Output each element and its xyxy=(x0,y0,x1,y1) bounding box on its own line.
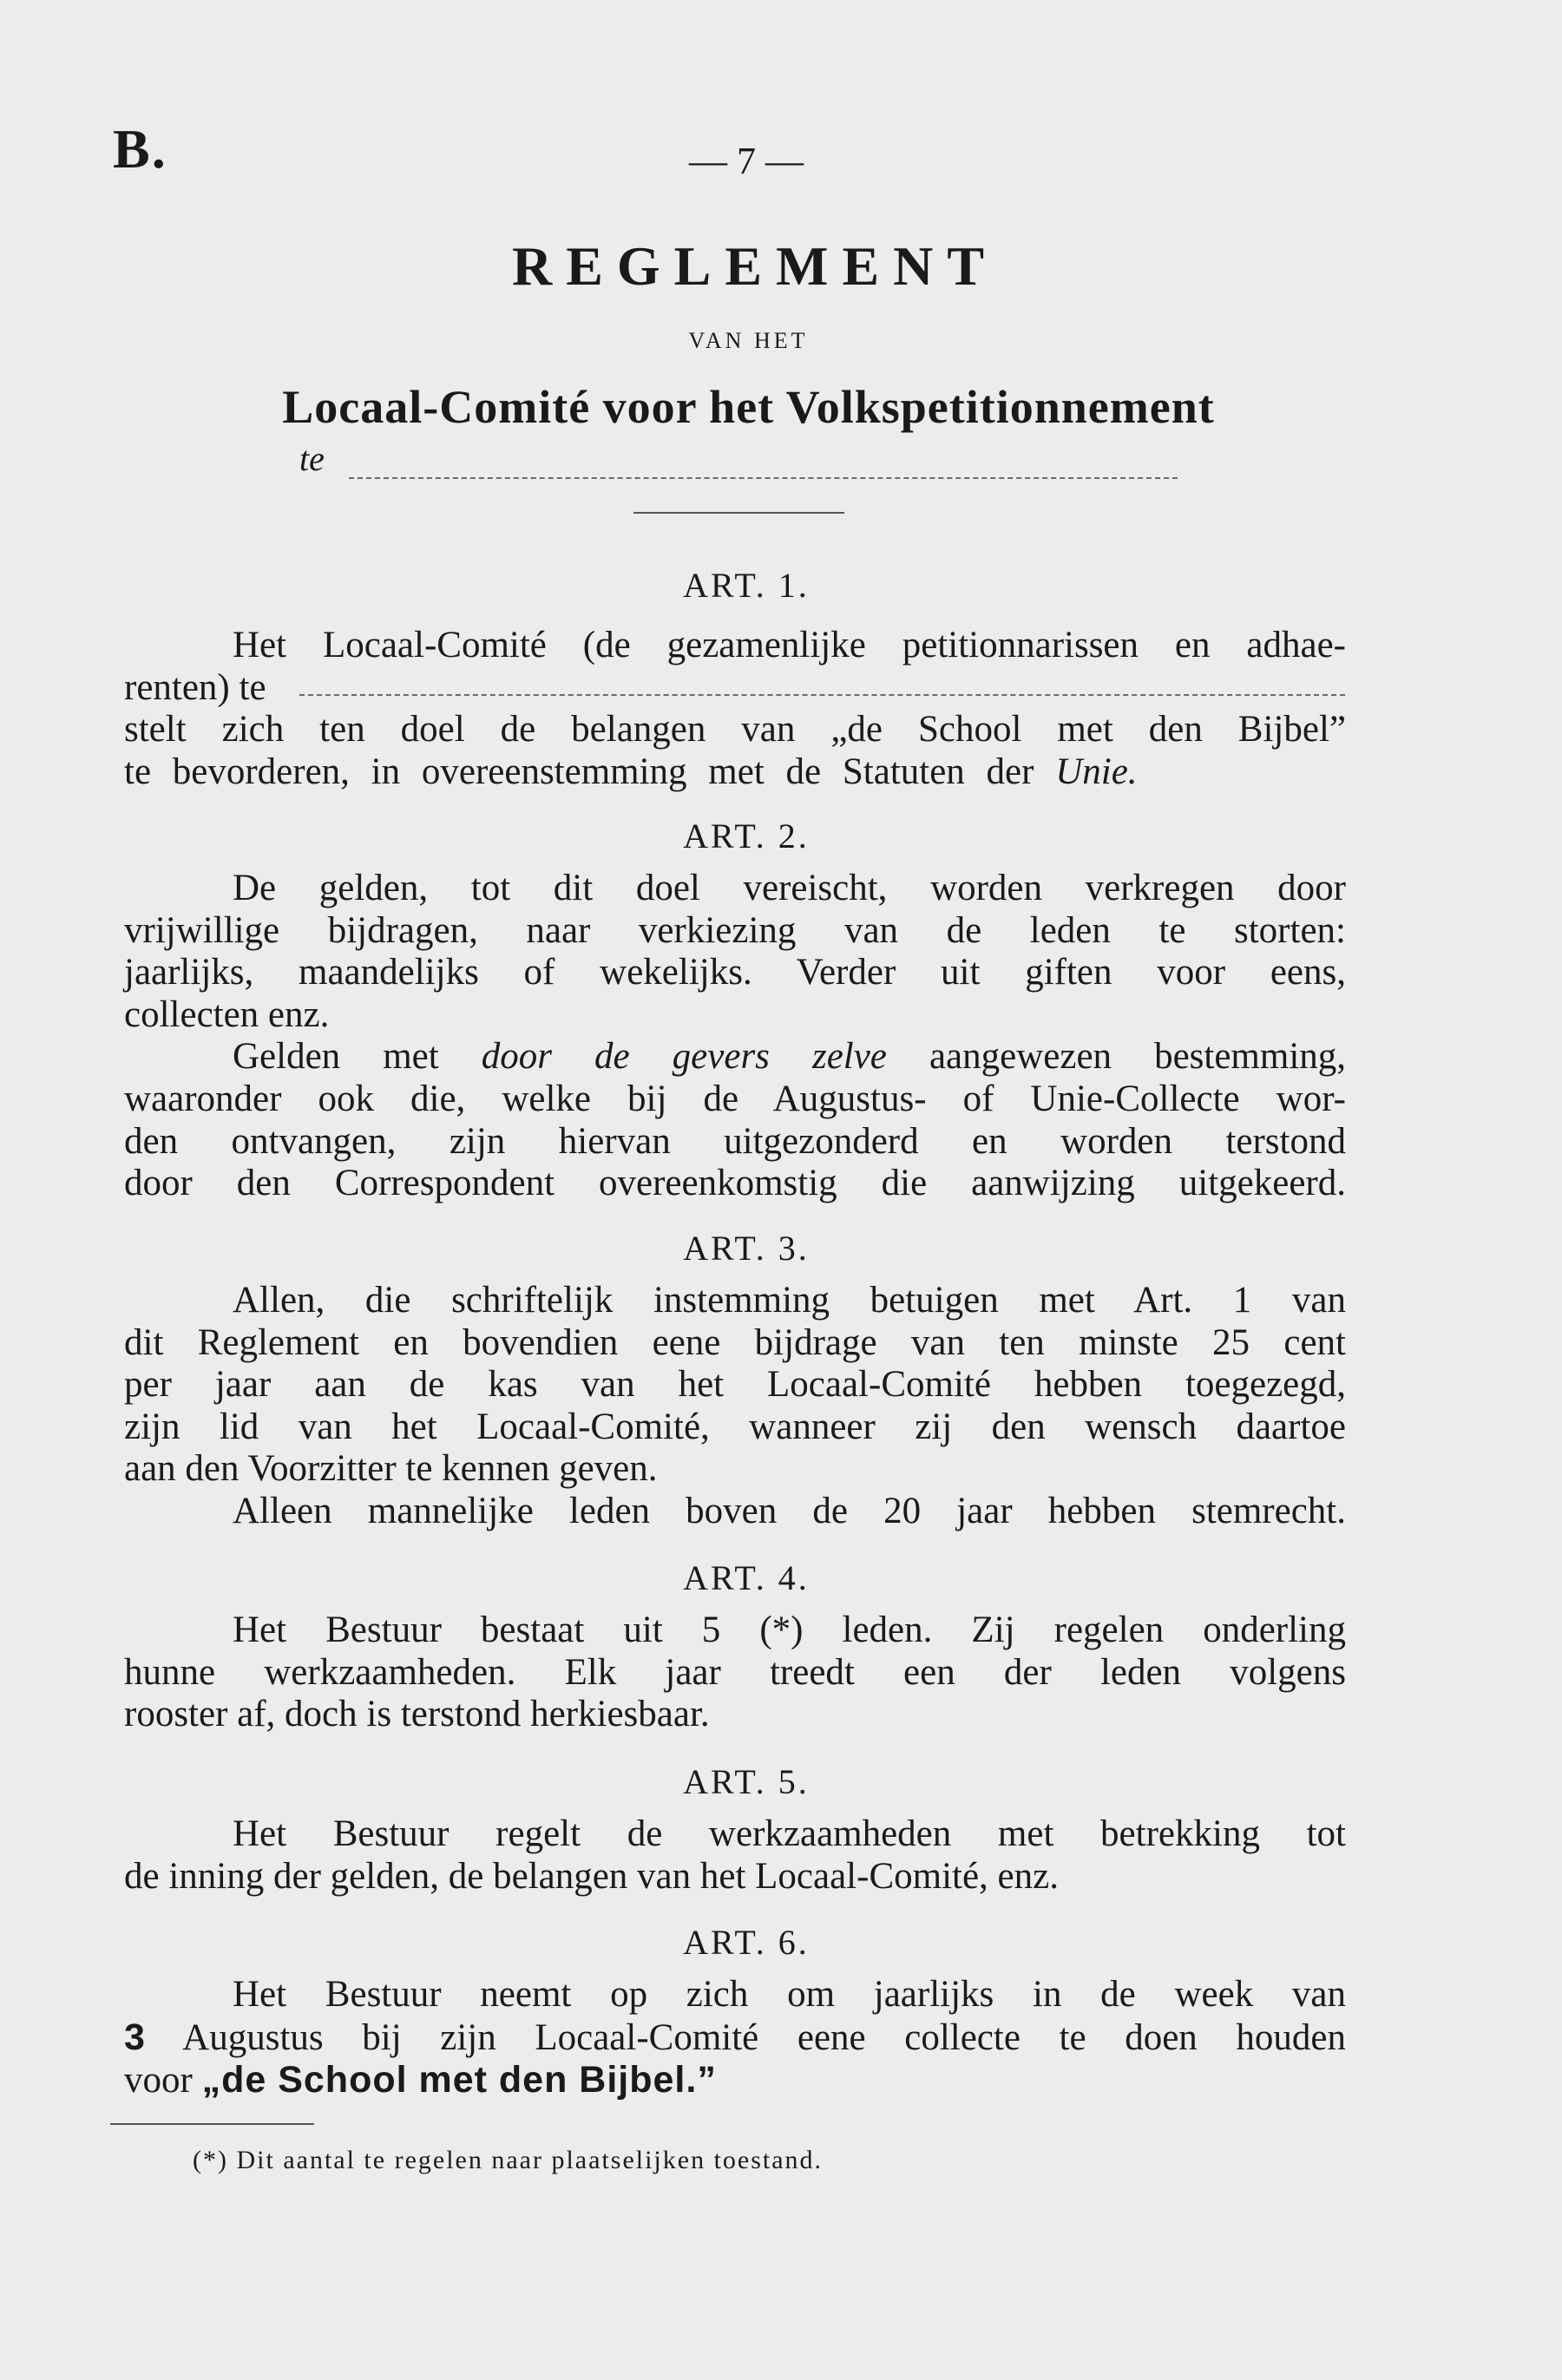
article-3-heading: ART. 3. xyxy=(683,1229,810,1268)
article-3-body xyxy=(124,1280,1346,1533)
article-2-line: Gelden met door de gevers zelve aangewezen bestemming, xyxy=(233,1036,1347,1078)
footnote: (*) Dit aantal te regelen naar plaatselijken toestand. xyxy=(193,2146,824,2174)
footnote-divider xyxy=(110,2123,314,2125)
article-3-line: per jaar aan de kas van het Locaal-Comité hebben toegezegd, xyxy=(124,1364,1346,1406)
section-mark: B. xyxy=(113,118,167,180)
article-4-line: Het Bestuur bestaat uit 5 (*) leden. Zij regelen onderling xyxy=(233,1610,1346,1650)
article-5-line: de inning der gelden, de belangen van het Locaal-Comité, enz. xyxy=(124,1855,1059,1897)
article-5-body xyxy=(124,1813,1346,1898)
article-2-line: collecten enz. xyxy=(124,993,330,1035)
article-3-line: Alleen mannelijke leden boven de 20 jaar hebben stemrecht. xyxy=(233,1490,1346,1531)
article-6-body xyxy=(124,1974,1346,2102)
article-4-body xyxy=(124,1610,1346,1736)
article-1-line: te bevorderen, in overeenstemming met de Statuten der Unie. xyxy=(124,751,1138,792)
document-subtitle: Locaal-Comité voor het Volkspetitionnement xyxy=(282,381,1215,433)
article-2-line: den ontvangen, zijn hiervan uitgezonderd en worden terstond xyxy=(124,1120,1346,1162)
article-6-line: Het Bestuur neemt op zich om jaarlijks in de week van xyxy=(233,1974,1346,2015)
article-2-line: door den Correspondent overeenkomstig die aanwijzing uitgekeerd. xyxy=(124,1163,1346,1204)
article-4-line: rooster af, doch is terstond herkiesbaar. xyxy=(124,1694,710,1735)
article-1-line: renten) te xyxy=(124,666,266,708)
article-2-heading: ART. 2. xyxy=(683,816,810,856)
article-2-line: waaronder ook die, welke bij de Augustus- of Unie-Collecte wor- xyxy=(124,1078,1346,1119)
article-1-fill-line xyxy=(299,694,1345,696)
article-2-line: vrijwillige bijdragen, naar verkiezing van de leden te storten: xyxy=(124,909,1346,951)
article-2-body xyxy=(124,868,1346,1205)
article-6-line: 3 Augustus bij zijn Locaal-Comité eene collecte te doen houden xyxy=(124,2016,1346,2058)
title-divider xyxy=(633,512,844,514)
article-1-heading: ART. 1. xyxy=(683,566,810,605)
article-4-heading: ART. 4. xyxy=(683,1558,810,1597)
article-1-line: stelt zich ten doel de belangen van „de School met den Bijbel” xyxy=(124,709,1346,751)
article-5-line: Het Bestuur regelt de werkzaamheden met betrekking tot xyxy=(233,1813,1346,1854)
document-title: REGLEMENT xyxy=(511,235,999,297)
article-3-line: zijn lid van het Locaal-Comité, wanneer zij den wensch daartoe xyxy=(124,1406,1346,1447)
article-3-line: dit Reglement en bovendien eene bijdrage van ten minste 25 cent xyxy=(124,1321,1346,1363)
place-fill-line xyxy=(349,477,1178,479)
article-6-heading: ART. 6. xyxy=(683,1923,810,1962)
article-1-body xyxy=(124,625,1346,793)
article-1-line: Het Locaal-Comité (de gezamenlijke petitionnarissen en adhae- xyxy=(233,625,1346,665)
article-5-heading: ART. 5. xyxy=(683,1762,810,1801)
title-connector: VAN HET xyxy=(688,328,809,353)
page-number: — 7 — xyxy=(689,140,804,182)
article-2-line: jaarlijks, maandelijks of wekelijks. Verder uit giften voor eens, xyxy=(124,952,1346,993)
article-3-line: aan den Voorzitter te kennen geven. xyxy=(124,1448,658,1490)
article-3-line: Allen, die schriftelijk instemming betuigen met Art. 1 van xyxy=(233,1280,1346,1321)
article-2-line: De gelden, tot dit doel vereischt, worden verkregen door xyxy=(233,868,1346,908)
article-4-line: hunne werkzaamheden. Elk jaar treedt een der leden volgens xyxy=(124,1651,1346,1693)
place-label: te xyxy=(299,439,325,478)
article-6-line: voor „de School met den Bijbel.” xyxy=(124,2059,717,2101)
